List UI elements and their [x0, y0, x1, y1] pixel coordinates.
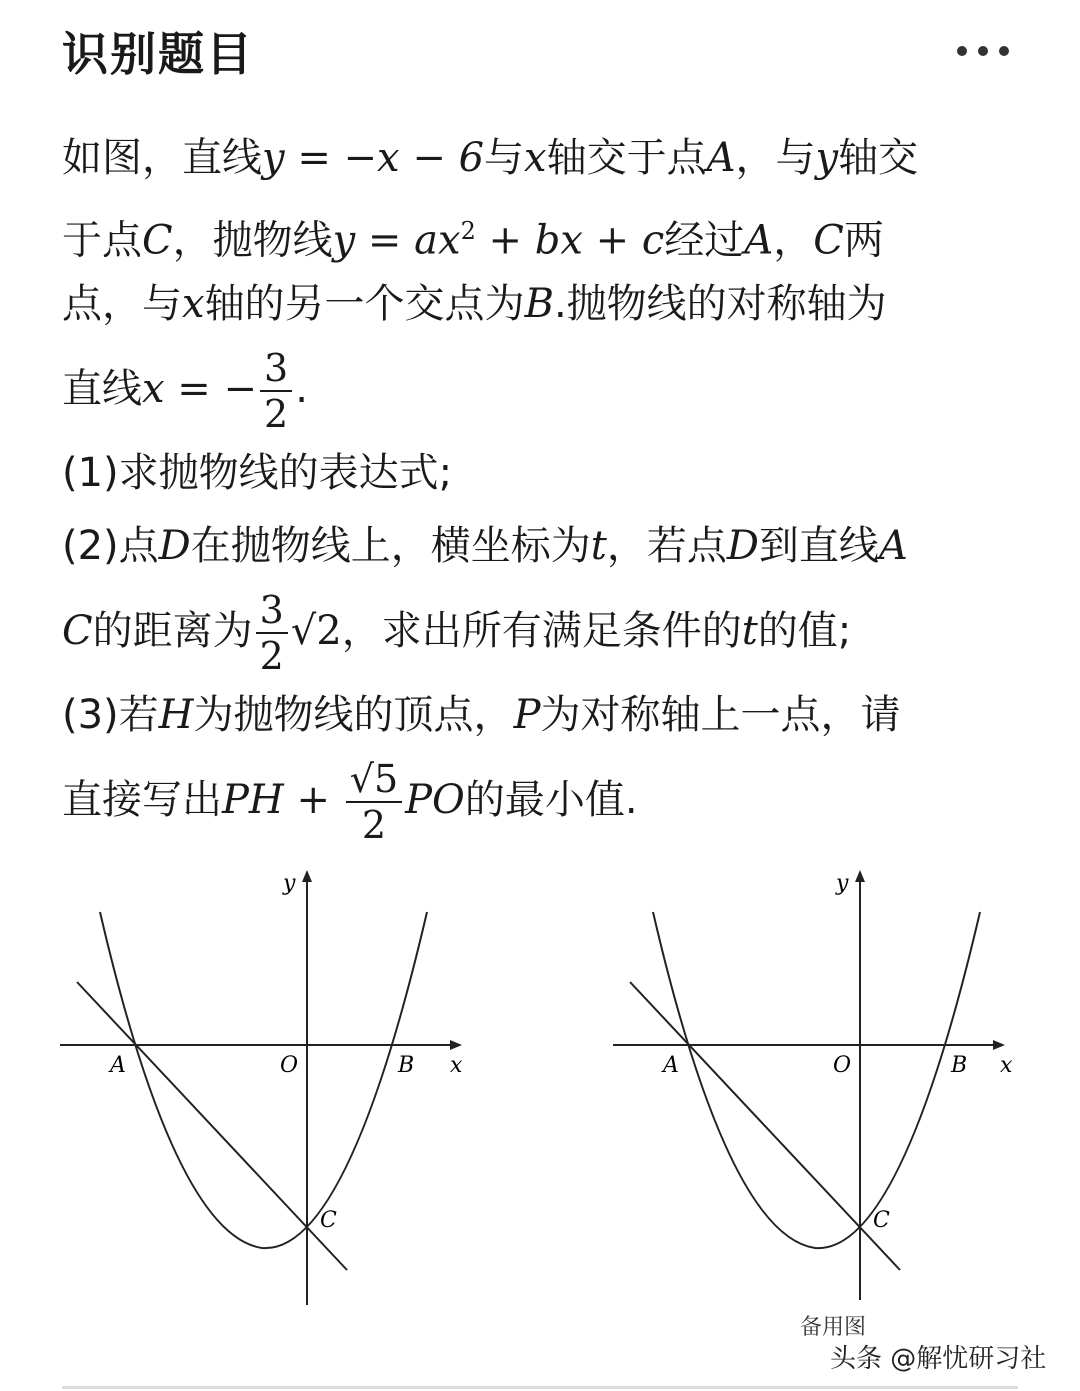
math: t [741, 608, 758, 654]
label-y: y [283, 871, 296, 896]
math: + bx + c [475, 217, 665, 264]
text: ， [773, 217, 814, 264]
text: (3)若 [62, 692, 159, 738]
text: 轴交于点 [546, 135, 707, 181]
math: y = −x − 6 [262, 135, 485, 181]
text: 轴交 [838, 135, 919, 181]
text: 到直线 [758, 523, 879, 569]
text: 与 [484, 135, 525, 181]
divider [62, 1386, 1018, 1389]
math: t [590, 523, 607, 569]
math: A [878, 523, 908, 569]
text: .抛物线的对称轴为 [553, 281, 887, 327]
numerator: √5 [346, 760, 402, 803]
x-axis-arrow [450, 1040, 462, 1050]
text: 轴的另一个交点为 [204, 281, 525, 327]
problem-line-4 [62, 341, 1022, 437]
math: y [815, 135, 839, 181]
text: 的值; [757, 608, 852, 654]
text: . [295, 366, 308, 412]
label-o: O [280, 1053, 299, 1078]
text: 如图，直线 [62, 135, 262, 181]
math: + [283, 777, 343, 823]
problem-line-3 [62, 268, 1022, 341]
text: (2)点 [62, 523, 159, 569]
numerator: 3 [260, 349, 292, 392]
label-a: A [663, 1053, 679, 1078]
denominator: 2 [259, 634, 284, 678]
more-horizontal-icon[interactable] [952, 38, 1014, 64]
page-title: 识别题目 [62, 27, 254, 81]
math: PO [405, 777, 465, 823]
fraction [346, 757, 402, 847]
question-1: (1)求抛物线的表达式; [62, 450, 453, 496]
math: C [62, 608, 93, 654]
radical: √2 [290, 608, 342, 654]
text: ，抛物线 [172, 217, 333, 264]
fraction [260, 346, 292, 436]
math: x [142, 366, 165, 412]
label-b: B [398, 1053, 415, 1078]
label-a: A [110, 1053, 126, 1078]
math: PH [222, 777, 284, 823]
parabola [653, 912, 980, 1248]
math: P [513, 692, 541, 738]
math: y = ax [332, 217, 461, 264]
text: 两 [843, 217, 884, 264]
exponent: 2 [460, 217, 476, 245]
question-2-line-2 [62, 583, 1022, 679]
label-x: x [450, 1053, 463, 1078]
text: 在抛物线上，横坐标为 [190, 523, 591, 569]
parabola [100, 912, 427, 1248]
text: 点，与 [62, 281, 182, 327]
label-c: C [873, 1208, 890, 1233]
text: 的距离为 [92, 608, 253, 654]
text: ，若点 [606, 523, 727, 569]
figure-main [55, 860, 475, 1310]
text: 直线 [62, 366, 142, 412]
text: 经过 [664, 217, 745, 264]
text: ，求出所有满足条件的 [341, 608, 742, 654]
watermark: 头条 @解忧研习社 [830, 1344, 1047, 1374]
question-3-line-1 [62, 679, 1022, 752]
figures [0, 860, 1080, 1340]
label-b: B [951, 1053, 968, 1078]
fraction [256, 588, 288, 678]
text: 于点 [62, 217, 142, 264]
math: D [726, 523, 759, 569]
problem-text [62, 122, 1022, 848]
problem-line-1 [62, 122, 1022, 195]
label-x: x [1000, 1053, 1013, 1078]
question-3-line-2 [62, 752, 1022, 848]
label-o: O [833, 1053, 852, 1078]
math: x [524, 135, 547, 181]
math: x [182, 281, 205, 327]
math: B [524, 281, 554, 327]
header [0, 0, 1080, 100]
problem-line-2 [62, 195, 1022, 268]
math: C [813, 217, 844, 264]
question-2-line-1 [62, 510, 1022, 583]
math: A [706, 135, 736, 181]
math: H [158, 692, 194, 738]
label-y: y [836, 871, 849, 896]
denominator: 2 [264, 392, 289, 436]
numerator: 3 [256, 591, 288, 634]
text: 为抛物线的顶点， [193, 692, 514, 738]
x-axis-arrow [993, 1040, 1005, 1050]
text: ，与 [735, 135, 816, 181]
label-c: C [320, 1208, 337, 1233]
math: D [158, 523, 191, 569]
denominator: 2 [361, 803, 387, 847]
math: C [142, 217, 173, 264]
text: 的最小值. [464, 777, 638, 823]
math: = − [164, 366, 258, 412]
y-axis-arrow [855, 870, 865, 882]
figure-spare [608, 860, 1028, 1340]
math: A [744, 217, 774, 264]
figure-caption: 备用图 [800, 1315, 867, 1340]
text: 直接写出 [62, 777, 222, 823]
text: 为对称轴上一点，请 [540, 692, 901, 738]
y-axis-arrow [302, 870, 312, 882]
